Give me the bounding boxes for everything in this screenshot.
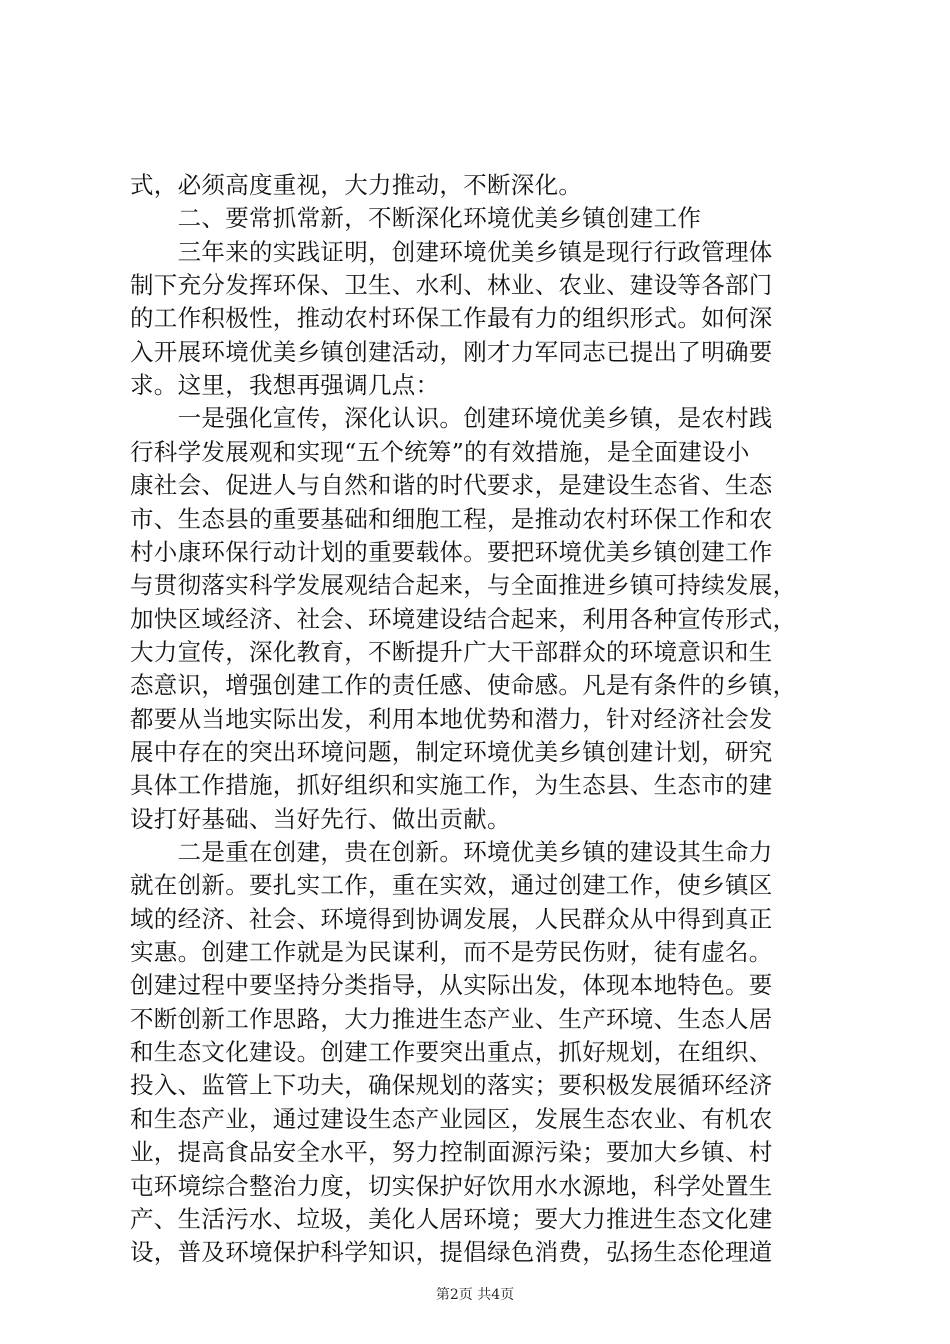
text-line: 产、生活污水、垃圾，美化人居环境；要大力推进生态文化建 [130,1204,773,1233]
text-line: 具体工作措施，抓好组织和实施工作，为生态县、生态市的建 [130,771,773,800]
text-line: 设，普及环境保护科学知识，提倡绿色消费，弘扬生态伦理道 [130,1238,773,1267]
text-line: 屯环境综合整治力度，切实保护好饮用水水源地，科学处置生 [130,1171,773,1200]
text-line: 制下充分发挥环保、卫生、水利、林业、农业、建设等各部门 [130,271,773,300]
text-line: 入开展环境优美乡镇创建活动，刚才力军同志已提出了明确要 [130,337,773,366]
text-line: 不断创新工作思路，大力推进生态产业、生产环境、生态人居 [130,1004,773,1033]
text-line: 式，必须高度重视，大力推动，不断深化。 [130,171,583,199]
text-line: 实惠。创建工作就是为民谋利，而不是劳民伤财，徒有虚名。 [130,938,773,967]
text-line: 创建过程中要坚持分类指导，从实际出发，体现本地特色。要 [130,971,773,1000]
text-line: 都要从当地实际出发，利用本地优势和潜力，针对经济社会发 [130,704,773,733]
text-line: 加快区域经济、社会、环境建设结合起来，利用各种宣传形式， [130,604,797,633]
text-line: 和生态产业，通过建设生态产业园区，发展生态农业、有机农 [130,1104,773,1133]
text-line: 就在创新。要扎实工作，重在实效，通过创建工作，使乡镇区 [130,871,773,900]
text-line: 设打好基础、当好先行、做出贡献。 [130,804,511,833]
text-line: 和生态文化建设。创建工作要突出重点，抓好规划，在组织、 [130,1038,773,1067]
text-line: 投入、监管上下功夫，确保规划的落实；要积极发展循环经济 [130,1071,773,1100]
text-line: 二、要常抓常新，不断深化环境优美乡镇创建工作 [130,204,702,233]
page-footer: 第2页 共4页 [435,1287,515,1303]
text-line: 求。这里，我想再强调几点： [130,371,440,400]
text-line: 域的经济、社会、环境得到协调发展，人民群众从中得到真正 [130,904,773,933]
text-line: 市、生态县的重要基础和细胞工程，是推动农村环保工作和农 [130,504,773,533]
text-line: 康社会、促进人与自然和谐的时代要求，是建设生态省、生态 [130,471,773,500]
text-line: 展中存在的突出环境问题，制定环境优美乡镇创建计划，研究 [130,737,773,766]
text-line: 二是重在创建，贵在创新。环境优美乡镇的建设其生命力 [130,838,773,866]
text-line: 业，提高食品安全水平，努力控制面源污染；要加大乡镇、村 [130,1138,773,1167]
text-line: 一是强化宣传，深化认识。创建环境优美乡镇，是农村践 [130,404,773,433]
text-line: 与贯彻落实科学发展观结合起来，与全面推进乡镇可持续发展， [130,571,797,600]
text-line: 行科学发展观和实现“五个统筹”的有效措施，是全面建设小 [130,437,750,466]
text-line: 三年来的实践证明，创建环境优美乡镇是现行行政管理体 [130,237,773,266]
text-line: 的工作积极性，推动农村环保工作最有力的组织形式。如何深 [130,304,773,333]
text-line: 大力宣传，深化教育，不断提升广大干部群众的环境意识和生 [130,637,773,666]
text-line: 态意识，增强创建工作的责任感、使命感。凡是有条件的乡镇， [130,671,797,700]
text-line: 村小康环保行动计划的重要载体。要把环境优美乡镇创建工作 [130,537,773,566]
